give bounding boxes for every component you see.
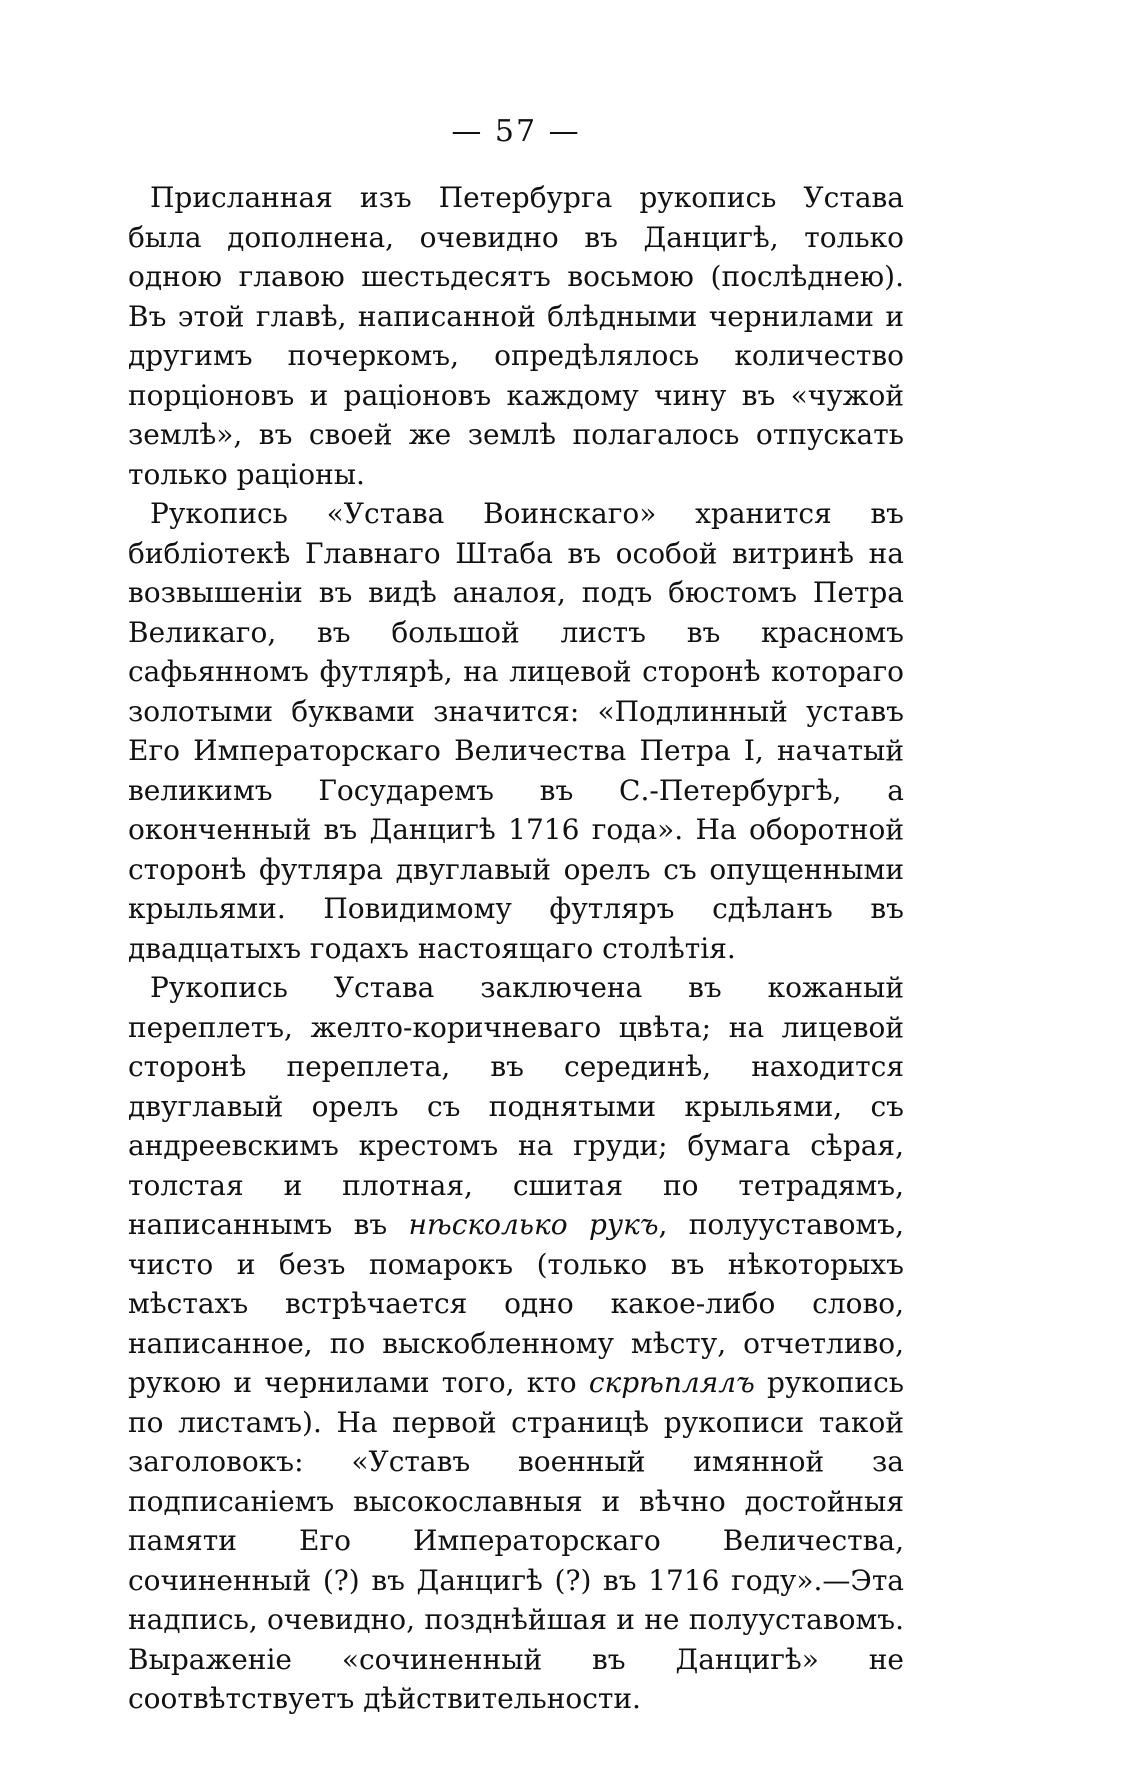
paragraph-3-text-c: рукопись по листамъ). На первой страницѣ рукописи такой заголовокъ: «Уставъ военный имянной за подписаніемъ высокославныя и вѣчно достойныя памяти Его Императорскаго Величества, сочиненный (?) въ Данцигѣ (?) въ 1716 году».—Эта надпись, очевидно, позднѣйшая и не полууставомъ. Выраженіе «сочиненный въ Данцигѣ» не соотвѣтствуетъ дѣйствительности. (128, 1366, 905, 1715)
paragraph-3-text-b: , полууставомъ, чисто и безъ помарокъ (только въ нѣкоторыхъ мѣстахъ встрѣчается одно какое-либо слово, написанное, по выскобленному мѣсту, отчетливо, рукою и чернилами того, кто (128, 1208, 905, 1399)
body-text (128, 178, 904, 1719)
paragraph-1: Присланная изъ Петербурга рукопись Устава была дополнена, очевидно въ Данцигѣ, только одною главою шестьдесятъ восьмою (послѣднею). Въ этой главѣ, написанной блѣдными чернилами и другимъ почеркомъ, опредѣлялось количество порціоновъ и раціоновъ каждому чину въ «чужой землѣ», въ своей же землѣ полагалось отпускать только раціоны. (128, 181, 904, 491)
paragraph-3 (128, 968, 904, 1719)
page-number: — 57 — (451, 114, 581, 149)
paragraph-2: Рукопись «Устава Воинскаго» хранится въ библіотекѣ Главнаго Штаба въ особой витринѣ на возвышеніи въ видѣ аналоя, подъ бюстомъ Петра Великаго, въ большой листъ въ красномъ сафьянномъ футлярѣ, на лицевой сторонѣ котораго золотыми буквами значится: «Подлинный уставъ Его Императорскаго Величества Петра I, начатый великимъ Государемъ въ С.-Петербургѣ, а оконченный въ Данцигѣ 1716 года». На оборотной сторонѣ футляра двуглавый орелъ съ опущенными крыльями. Повидимому футляръ сдѣланъ въ двадцатыхъ годахъ настоящаго столѣтія. (128, 497, 904, 965)
paragraph-3-italic-word: скрѣплялъ (588, 1366, 755, 1399)
paragraph-3-text-a: Рукопись Устава заключена въ кожаный переплетъ, желто-коричневаго цвѣта; на лицевой сторонѣ переплета, въ серединѣ, находится двуглавый орелъ съ поднятыми крыльями, съ андреевскимъ крестомъ на груди; бумага сѣрая, толстая и плотная, сшитая по тетрадямъ, написаннымъ въ (128, 971, 904, 1241)
paragraph-3-italic-phrase: нѣсколько рукъ (408, 1208, 659, 1241)
